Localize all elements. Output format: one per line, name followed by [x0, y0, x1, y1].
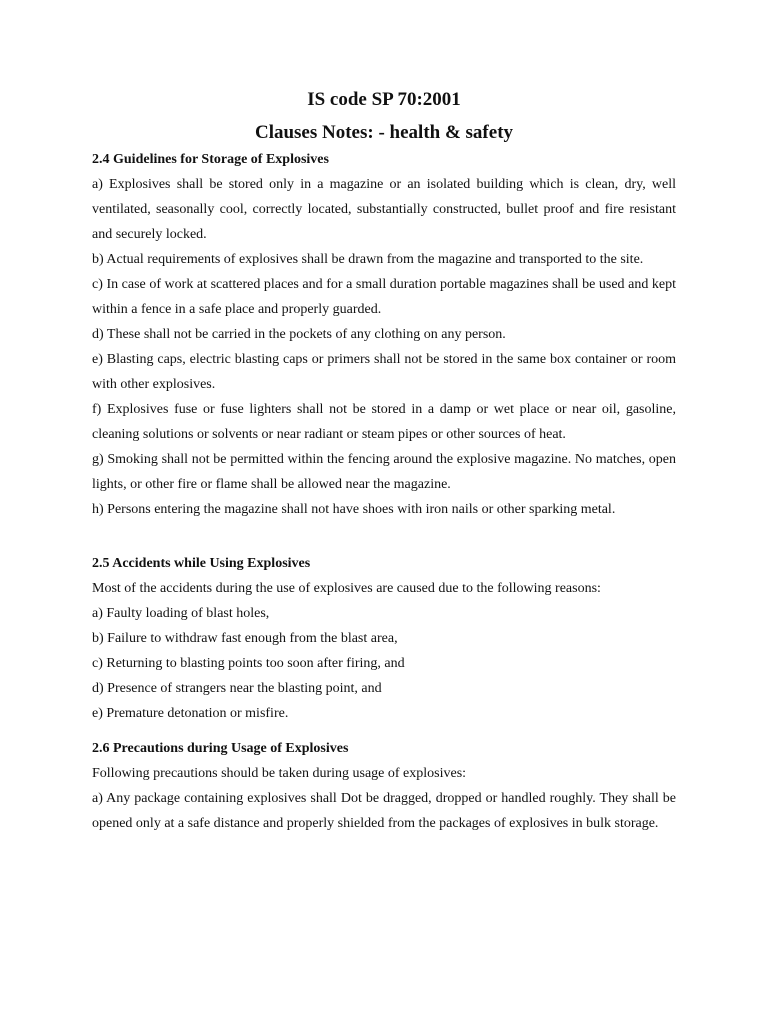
list-item: c) Returning to blasting points too soon after firing, and	[92, 656, 405, 671]
section-spacer	[92, 522, 676, 551]
section-2-4	[92, 147, 676, 522]
section-2-5	[92, 551, 676, 726]
section-heading: 2.5 Accidents while Using Explosives	[92, 556, 311, 571]
section-heading: 2.6 Precautions during Usage of Explosives	[92, 741, 349, 756]
clause-a: a) Explosives shall be stored only in a magazine or an isolated building which is clean, dry, well ventilated, seasonally cool, correctly located, substantially constructed, bullet proof and fire resistant and securely locked.	[92, 177, 676, 242]
section-spacer	[92, 726, 676, 736]
list-item: a) Faulty loading of blast holes,	[92, 606, 270, 621]
clause-c: c) In case of work at scattered places and for a small duration portable magazines shall be used and kept within a fence in a safe place and properly guarded.	[92, 277, 676, 317]
list-item: d) Presence of strangers near the blasting point, and	[92, 681, 382, 696]
intro-paragraph: Most of the accidents during the use of explosives are caused due to the following reasons:	[92, 581, 601, 596]
clause-b: b) Actual requirements of explosives shall be drawn from the magazine and transported to the site.	[92, 252, 644, 267]
clause-g: g) Smoking shall not be permitted within the fencing around the explosive magazine. No matches, open lights, or other fire or flame shall be allowed near the magazine.	[92, 452, 676, 492]
section-2-6	[92, 736, 676, 836]
document-subtitle: Clauses Notes: - health & safety	[254, 122, 514, 143]
document-page	[92, 86, 676, 836]
list-item: b) Failure to withdraw fast enough from the blast area,	[92, 631, 398, 646]
clause-h: h) Persons entering the magazine shall not have shoes with iron nails or other sparking metal.	[92, 502, 616, 517]
clause-e: e) Blasting caps, electric blasting caps or primers shall not be stored in the same box container or room with other explosives.	[92, 352, 676, 392]
clause-f: f) Explosives fuse or fuse lighters shall not be stored in a damp or wet place or near oil, gasoline, cleaning solutions or solvents or near radiant or steam pipes or other sources of heat.	[92, 402, 676, 442]
clause-d: d) These shall not be carried in the pockets of any clothing on any person.	[92, 327, 506, 342]
section-heading: 2.4 Guidelines for Storage of Explosives	[92, 152, 329, 167]
document-title: IS code SP 70:2001	[307, 89, 461, 110]
intro-paragraph: Following precautions should be taken during usage of explosives:	[92, 766, 467, 781]
list-item: e) Premature detonation or misfire.	[92, 706, 289, 721]
clause-a: a) Any package containing explosives shall Dot be dragged, dropped or handled roughly. They shall be opened only at a safe distance and properly shielded from the packages of explosives in bulk storage.	[92, 791, 676, 831]
